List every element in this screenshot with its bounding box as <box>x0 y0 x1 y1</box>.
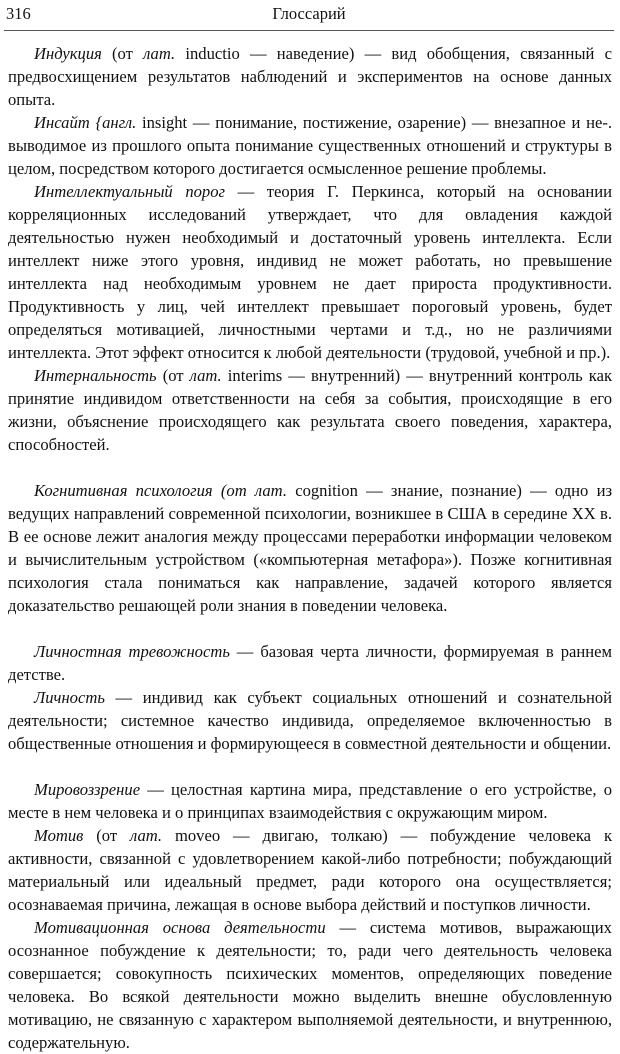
glossary-entry-personality <box>8 686 612 755</box>
entry-language-label: лат. <box>143 44 176 63</box>
running-title: Глоссарий <box>272 4 346 23</box>
glossary-entry-personal-anxiety <box>8 640 612 686</box>
entry-term: Личность <box>34 688 105 707</box>
header-rule <box>4 30 614 31</box>
entry-term: Мотивационная основа деятельности <box>34 918 326 937</box>
glossary-entry-insight <box>8 111 612 180</box>
entry-term: Когнитивная психология (от лат. <box>34 481 287 500</box>
glossary-entry-induction <box>8 42 612 111</box>
entry-text: insight — понимание, постижение, озарение) — внезапное и не-. выводимое из прошлого опыта понимание существенных отношений и структуры в целом, посредством которого достигается осмысленное решение проблемы. <box>8 113 612 178</box>
entry-term: Интеллектуальный порог <box>34 182 225 201</box>
entry-term: Индукция <box>34 44 102 63</box>
glossary-entry-motive <box>8 824 612 916</box>
entry-text: — система мотивов, выражающих осознанное побуждение к деятельности; то, ради чего деятельность человека совершается; совокупность психических моментов, определяющих поведение человека. Во всякой деятельности можно выделить внешне обусловленную мотивацию, не связанную с характером выполняемой деятельности, и внутреннюю, содержательную. <box>8 918 612 1052</box>
glossary-entry-motivational-basis <box>8 916 612 1054</box>
entry-text: interims — внутренний) — внутренний контроль как принятие индивидом ответственности на себя за события, происходящие в его жизни, объяснение происходящего как результата своего поведения, характера, способностей. <box>8 366 613 454</box>
entry-term: Интернальность <box>34 366 157 385</box>
glossary-entry-internality <box>8 364 612 456</box>
entry-text: inductio — наведение) — вид обобщения, связанный с предвосхищением результатов наблюдений и экспериментов на основе данных опыта. <box>8 44 613 109</box>
entry-term: Мировоззрение <box>34 780 141 799</box>
page-number: 316 <box>6 4 31 23</box>
glossary-entry-worldview <box>8 778 612 824</box>
entry-term: Личностная тревожность <box>34 642 230 661</box>
entry-text: (от <box>101 44 144 63</box>
page-header <box>6 2 612 26</box>
entry-term: Мотив <box>34 826 84 845</box>
entry-text: cognition — знание, познание) — одно из ведущих направлений современной психологии, возникшее в США в середине XX в. В ее основе лежит аналогия между процессами переработки информации человеком и вычислительным устройством («компьютерная метафора»). Позже когнитивная психология стала пониматься как направление, задачей которого является доказательство решающей роли знания в поведении человека. <box>8 481 613 615</box>
glossary-entry-cognitive-psychology <box>8 479 612 617</box>
entry-text: (от <box>156 366 190 385</box>
entry-term: Инсайт {англ. <box>34 113 137 132</box>
entry-language-label: лат. <box>130 826 163 845</box>
entry-text: moveo — двигаю, толкаю) — побуждение человека к активности, связанной с удовлетворением какой-либо потребности; побуждающий материальный или идеальный предмет, ради которого она осуществляется; осознаваемая причина, лежащая в основе выбора действий и поступков личности. <box>8 826 613 914</box>
entry-text: — теория Г. Перкинса, который на основании корреляционных исследований утверждает, что для овладения каждой деятельностью нужен необходимый и достаточный уровень интеллекта. Если интеллект ниже этого уровня, индивид не может работать, но превышение интеллекта над необходимым уровнем не дает прироста продуктивности. Продуктивность у лиц, чей интеллект превышает пороговый уровень, будет определяться мотивацией, личностными чертами и т.д., но не различиями интеллекта. Этот эффект относится к любой деятельности (трудовой, учебной и пр.). <box>8 182 612 362</box>
glossary-body <box>8 42 612 1054</box>
entry-text: — базовая черта личности, формируемая в раннем детстве. <box>8 642 612 684</box>
glossary-entry-intellectual-threshold <box>8 180 612 364</box>
entry-text: — целостная картина мира, представление о его устройстве, о месте в нем человека и о принципах взаимодействия с окружающим миром. <box>8 780 612 822</box>
entry-language-label: лат. <box>189 366 222 385</box>
entry-text: — индивид как субъект социальных отношений и сознательной деятельности; системное качество индивида, определяемое включенностью в общественные отношения и формирующееся в совместной деятельности и общении. <box>8 688 612 753</box>
entry-text: (от <box>83 826 131 845</box>
